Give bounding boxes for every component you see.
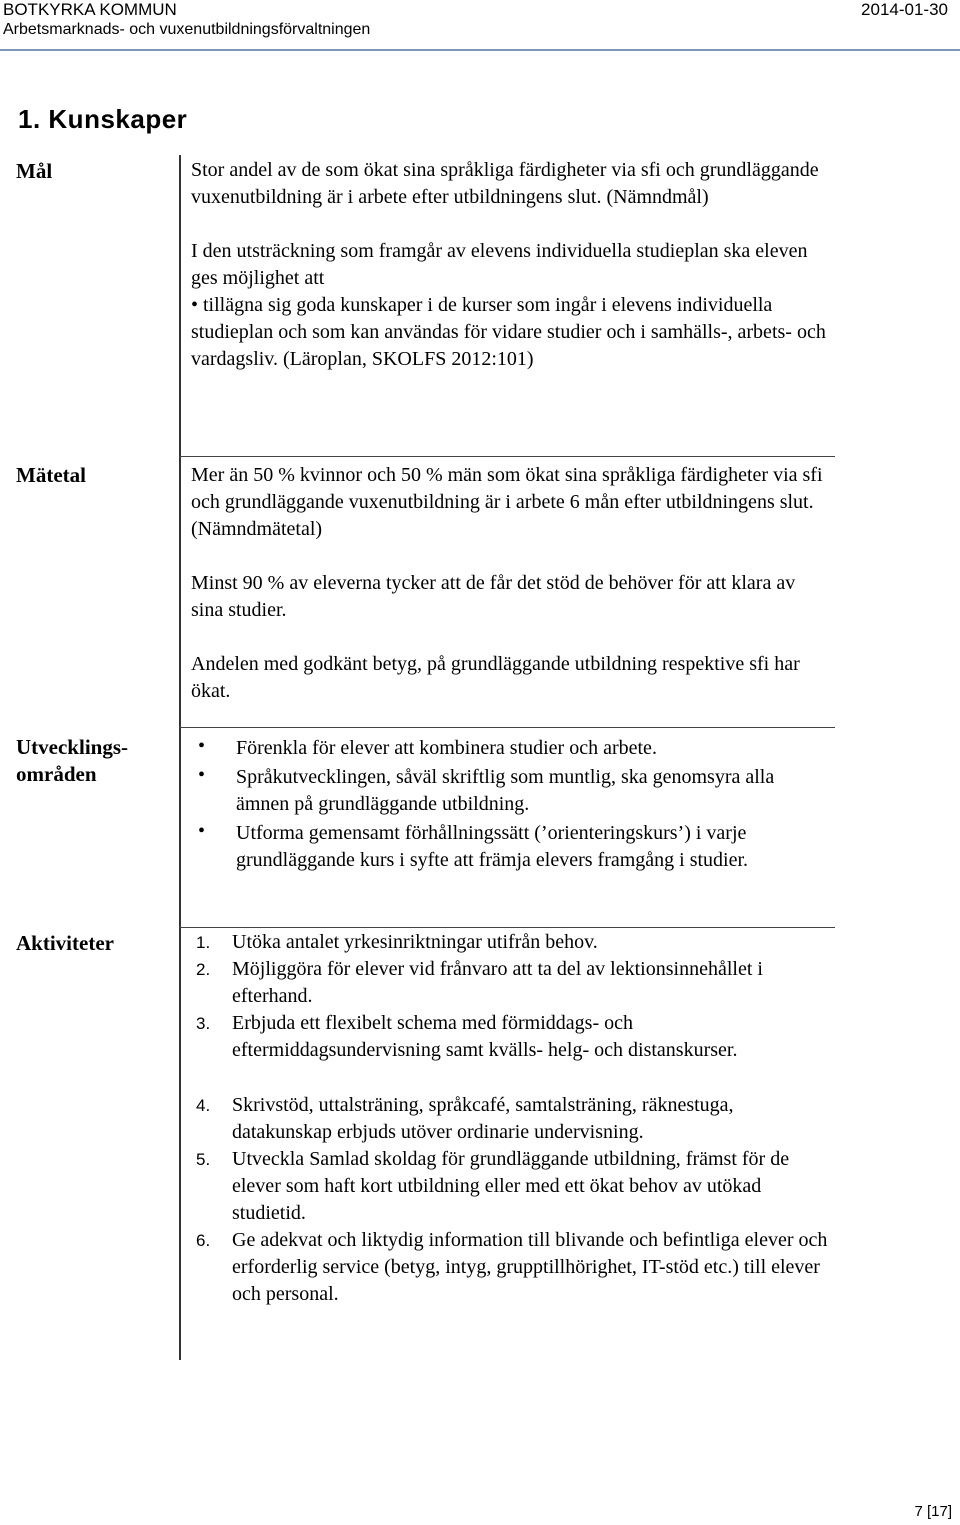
row-divider-aktiviteter <box>179 927 835 928</box>
utveckling-label-line-1: Utvecklings- <box>16 735 128 759</box>
list-item: Utforma gemensamt förhållningssätt (’orienteringskurs’) i varje grundläggande kurs i syfte att främja elevers framgång i studier. <box>236 822 749 871</box>
page-number: 7 [17] <box>914 1503 952 1520</box>
matetal-label: Mätetal <box>16 463 86 487</box>
list-number: 2. <box>196 960 211 979</box>
list-item: Språkutvecklingen, såväl skriftlig som muntlig, ska genomsyra alla ämnen på grundläggande utbildning. <box>236 766 775 815</box>
list-item: Ge adekvat och liktydig information till blivande och befintliga elever och erforderlig service (betyg, intyg, grupptillhörighet, IT-stöd etc.) till elever och personal. <box>232 1229 828 1305</box>
utveckling-label-line-2: områden <box>16 762 97 786</box>
mal-paragraph-2: I den utsträckning som framgår av elevens individuella studieplan ska eleven ges möjlighet att <box>191 240 808 289</box>
row-divider-utveckling <box>179 727 835 728</box>
mal-bullet: • tillägna sig goda kunskaper i de kurser som ingår i elevens individuella studieplan och som kan användas för vidare studier och i samhälls-, arbets- och vardagsliv. (Läroplan, SKOLFS 2012:101) <box>191 294 826 370</box>
utveckling-label <box>16 734 128 788</box>
department-name: Arbetsmarknads- och vuxenutbildningsförvaltningen <box>3 21 371 38</box>
mal-content <box>191 157 831 373</box>
organization-name: BOTKYRKA KOMMUN <box>3 0 177 19</box>
row-divider-matetal <box>179 456 835 457</box>
list-item: Möjliggöra för elever vid frånvaro att ta del av lektionsinnehållet i efterhand. <box>232 958 763 1007</box>
matetal-content <box>191 462 831 705</box>
list-number: 4. <box>196 1096 211 1115</box>
mal-label: Mål <box>16 159 53 183</box>
bullet-icon: • <box>198 764 206 786</box>
list-number: 1. <box>196 933 211 952</box>
list-number: 6. <box>196 1231 211 1250</box>
section-title: 1. Kunskaper <box>18 104 188 134</box>
matetal-paragraph-1: Mer än 50 % kvinnor och 50 % män som ökat sina språkliga färdigheter via sfi och grundläggande vuxenutbildning är i arbete 6 mån efter utbildningens slut. (Nämndmätetal) <box>191 464 823 540</box>
matetal-paragraph-2: Minst 90 % av eleverna tycker att de får det stöd de behöver för att klara av sina studier. <box>191 572 796 621</box>
list-item: Skrivstöd, uttalsträning, språkcafé, samtalsträning, räknestuga, datakunskap erbjuds utöver ordinarie undervisning. <box>232 1094 734 1143</box>
mal-paragraph-1: Stor andel av de som ökat sina språkliga färdigheter via sfi och grundläggande vuxenutbildning är i arbete efter utbildningens slut. (Nämndmål) <box>191 159 819 208</box>
list-item: Erbjuda ett flexibelt schema med förmiddags- och eftermiddagsundervisning samt kvälls- helg- och distanskurser. <box>232 1012 738 1061</box>
header-rule <box>0 49 960 51</box>
matetal-paragraph-3: Andelen med godkänt betyg, på grundläggande utbildning respektive sfi har ökat. <box>191 653 800 702</box>
bullet-icon: • <box>198 735 206 757</box>
table-vertical-divider <box>179 155 181 1360</box>
aktiviteter-label: Aktiviteter <box>16 931 114 955</box>
document-date: 2014-01-30 <box>861 0 948 19</box>
list-item: Utöka antalet yrkesinriktningar utifrån behov. <box>232 931 598 953</box>
list-number: 3. <box>196 1014 211 1033</box>
list-number: 5. <box>196 1150 211 1169</box>
bullet-icon: • <box>198 820 206 842</box>
list-item: Utveckla Samlad skoldag för grundläggande utbildning, främst för de elever som haft kort utbildning eller med ett ökat behov av utökad studietid. <box>232 1148 790 1224</box>
list-item: Förenkla för elever att kombinera studier och arbete. <box>236 737 657 759</box>
